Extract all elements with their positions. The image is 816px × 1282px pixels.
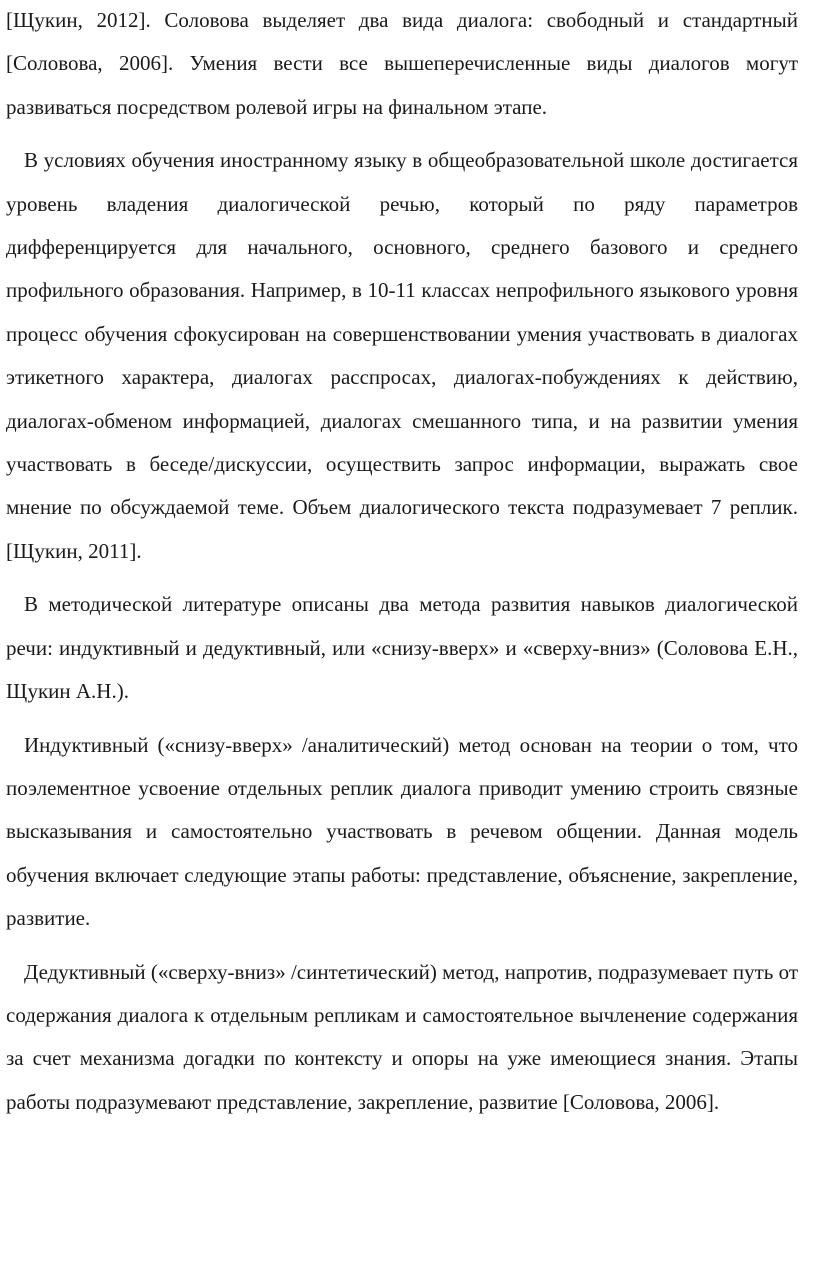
paragraph-3: В методической литературе описаны два метода развития навыков диалогической речи: индуктивный и дедуктивный, или «снизу-вверх» и «сверху-вниз» (Соловова Е.Н., Щукин А.Н.). — [6, 592, 798, 704]
paragraph-2: В условиях обучения иностранному языку в общеобразовательной школе достигается уровень владения диалогической речью, который по ряду параметров дифференцируется для начального, основного, среднего базового и среднего профильного образования. Например, в 10-11 классах непрофильного языкового уровня процесс обучения сфокусирован на совершенствовании умения участвовать в диалогах этикетного характера, диалогах расспросах, диалогах-побуждениях к действию, диалогах-обменом информацией, диалогах смешанного типа, и на развитии умения участвовать в беседе/дискуссии, осуществить запрос информации, выражать свое мнение по обсуждаемой теме. Объем диалогического текста подразумевает 7 реплик. [Щукин, 2011]. — [6, 148, 798, 563]
document-page — [6, 0, 798, 1124]
paragraph-1: [Щукин, 2012]. Соловова выделяет два вида диалога: свободный и стандартный [Соловова, 2006]. Умения вести все вышеперечисленные виды диалогов могут развиваться посредством ролевой игры на финальном этапе. — [6, 8, 798, 119]
paragraph-4: Индуктивный («снизу-вверх» /аналитический) метод основан на теории о том, что поэлементное усвоение отдельных реплик диалога приводит умению строить связные высказывания и самостоятельно участвовать в речевом общении. Данная модель обучения включает следующие этапы работы: представление, объяснение, закрепление, развитие. — [6, 732, 798, 931]
paragraph-5: Дедуктивный («сверху-вниз» /синтетический) метод, напротив, подразумевает путь от содержания диалога к отдельным репликам и самостоятельное вычленение содержания за счет механизма догадки по контексту и опоры на уже имеющиеся знания. Этапы работы подразумевают представление, закрепление, развитие [Соловова, 2006]. — [6, 959, 798, 1114]
